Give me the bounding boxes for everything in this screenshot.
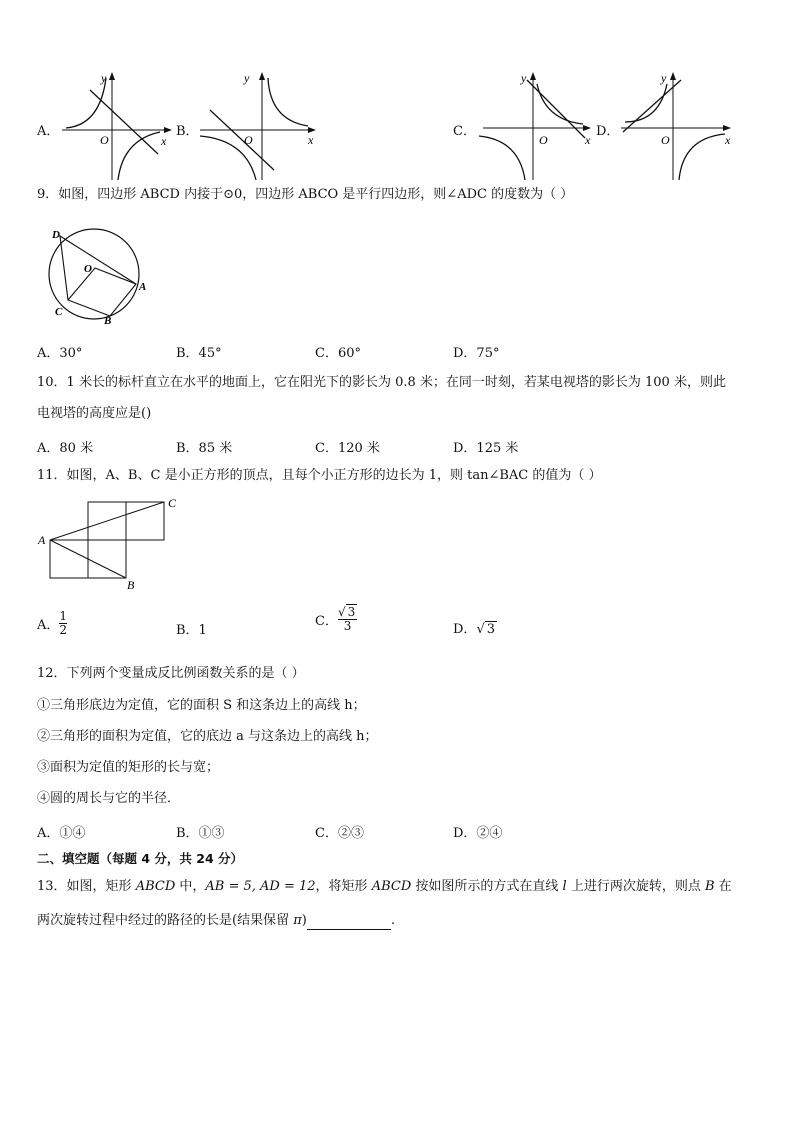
q11-fraction-c: $\frac{√ 3}{3}$ bbox=[337, 605, 356, 633]
q11-a-denominator: 2 bbox=[59, 623, 68, 637]
q13-text-9: . bbox=[390, 913, 395, 928]
q12-stem: 12．下列两个变量成反比例函数关系的是（ ） bbox=[37, 666, 305, 681]
q11-figure bbox=[36, 493, 186, 593]
q12-option-a: A．①④ bbox=[37, 826, 86, 841]
q8d-x: x bbox=[725, 133, 731, 147]
q9-option-a: A．30° bbox=[37, 346, 83, 361]
q11-a-numerator: 1 bbox=[59, 609, 68, 623]
q8-graph-b bbox=[198, 70, 320, 185]
q11-option-d-label: D． bbox=[453, 622, 477, 637]
q13-math-abcd: ABCD bbox=[135, 879, 176, 894]
q8a-origin: O bbox=[100, 133, 109, 147]
q13-text-7: 两次旋转过程中经过的路径的长是(结果保留 bbox=[37, 913, 294, 928]
q13-text-3: ，将矩形 bbox=[315, 879, 372, 894]
q9-stem: 9．如图，四边形 ABCD 内接于⊙0，四边形 ABCO 是平行四边形，则∠ADC 的度数为（ ） bbox=[37, 187, 574, 202]
q9-label-o: O bbox=[84, 263, 92, 275]
q13-math-b: B bbox=[704, 879, 715, 894]
q12-item-4: ④圆的周长与它的半径． bbox=[37, 791, 181, 806]
q8-option-d-label: D． bbox=[596, 124, 620, 139]
q13-text-6: 在 bbox=[714, 879, 732, 894]
q9-figure bbox=[40, 222, 155, 327]
q9-label-d: D bbox=[52, 229, 60, 241]
q8a-x: x bbox=[161, 134, 167, 148]
q11-option-c-label: C． bbox=[315, 614, 338, 629]
q8b-x: x bbox=[308, 133, 314, 147]
q8a-y: y bbox=[101, 71, 107, 85]
q9-option-d: D．75° bbox=[453, 346, 500, 361]
q10-option-b: B．85 米 bbox=[176, 441, 233, 456]
q8-graph-d bbox=[617, 70, 737, 185]
q13-text-8: ) bbox=[301, 913, 307, 928]
q13-math-abcd-2: ABCD bbox=[371, 879, 412, 894]
q11-d-radicand: 3 bbox=[486, 622, 496, 637]
q8-option-a-label: A． bbox=[37, 124, 60, 139]
q8-graph-c bbox=[475, 70, 597, 185]
q8c-x: x bbox=[585, 133, 591, 147]
q9-label-c: C bbox=[55, 306, 63, 318]
q9-label-a: A bbox=[139, 281, 147, 293]
q13-text-1: 13．如图，矩形 bbox=[37, 879, 136, 894]
q8b-y: y bbox=[244, 71, 250, 85]
q12-option-d: D．②④ bbox=[453, 826, 503, 841]
q9-label-b: B bbox=[104, 315, 112, 327]
q13-text-2: 中， bbox=[175, 879, 206, 894]
q11-fraction-a bbox=[59, 610, 67, 637]
q8d-origin: O bbox=[661, 133, 670, 147]
q8c-origin: O bbox=[539, 133, 548, 147]
q11-stem: 11．如图，A、B、C 是小正方形的顶点，且每个小正方形的边长为 1，则 tan∠BAC 的值为（ ） bbox=[37, 468, 602, 483]
q12-option-c: C．②③ bbox=[315, 826, 364, 841]
q8-option-b-label: B． bbox=[176, 124, 199, 139]
q11-option-a-label: A． bbox=[37, 618, 60, 633]
q13-text-4: 按如图所示的方式在直线 bbox=[411, 879, 563, 894]
q11-option-a bbox=[37, 610, 67, 637]
q8-option-c-label: C． bbox=[453, 124, 476, 139]
q12-item-2: ②三角形的面积为定值，它的底边 a 与这条边上的高线 h； bbox=[37, 729, 378, 744]
q10-option-d: D．125 米 bbox=[453, 441, 519, 456]
q10-stem-line1: 10．1 米长的标杆直立在水平的地面上，它在阳光下的影长为 0.8 米；在同一时刻，若某电视塔的影长为 100 米，则此 bbox=[37, 375, 726, 390]
q10-option-a: A．80 米 bbox=[37, 441, 94, 456]
q11-label-c: C bbox=[168, 496, 177, 510]
q13-math-lengths: AB = 5, AD = 12 bbox=[205, 879, 316, 894]
q13-stem-line1 bbox=[37, 878, 732, 896]
q8c-y: y bbox=[521, 71, 527, 85]
q13-stem-line2 bbox=[37, 912, 395, 930]
q10-option-c: C．120 米 bbox=[315, 441, 380, 456]
q11-option-c bbox=[315, 606, 357, 633]
q8-graph-a bbox=[60, 70, 175, 185]
q12-item-3: ③面积为定值的矩形的长与宽； bbox=[37, 760, 220, 775]
q11-option-b: B．1 bbox=[176, 623, 207, 638]
q11-label-a: A bbox=[38, 533, 46, 547]
q12-item-1: ①三角形底边为定值，它的面积 S 和这条边上的高线 h； bbox=[37, 698, 366, 713]
q10-stem-line2: 电视塔的高度应是() bbox=[37, 406, 152, 421]
q9-option-b: B．45° bbox=[176, 346, 222, 361]
q13-math-pi: π bbox=[293, 913, 302, 928]
section-2-heading: 二、填空题（每题 4 分，共 24 分） bbox=[37, 851, 244, 866]
q13-answer-blank[interactable] bbox=[307, 915, 391, 930]
q13-text-5: 上进行两次旋转，则点 bbox=[566, 879, 705, 894]
q11-c-denominator: 3 bbox=[343, 619, 352, 633]
q11-option-d: D．√ 3 bbox=[453, 622, 496, 637]
q11-c-numerator: 3 bbox=[347, 605, 356, 619]
q8b-origin: O bbox=[244, 133, 253, 147]
q9-option-c: C．60° bbox=[315, 346, 361, 361]
q8d-y: y bbox=[661, 71, 667, 85]
q11-label-b: B bbox=[127, 578, 135, 592]
q12-option-b: B．①③ bbox=[176, 826, 225, 841]
q13-math-l: l bbox=[562, 879, 567, 894]
